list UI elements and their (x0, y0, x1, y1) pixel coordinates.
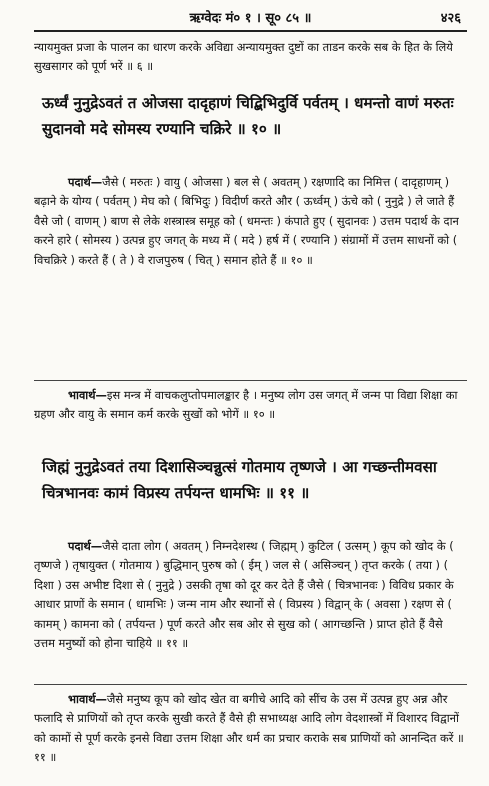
verse-11: जिह्मं नुनुद्रेऽवतं तया दिशासिञ्चन्नुत्सं गोतमाय तृष्णजे । आ गच्छन्तीमवसा चित्रभानवः कामं विप्रस्य तर्पयन्त धामभिः ॥ ११ ॥ (42, 458, 437, 502)
bhavartha-10-text: इस मन्त्र में वाचकलुप्तोपमालङ्कार है । मनुष्य लोग उस जगत् में जन्म पा विद्या शिक्षा का ग्रहण और वायु के समान कर्म करके सुखों को भोगें ॥ १० ॥ (34, 388, 458, 422)
running-header (34, 6, 467, 28)
padartha-11-lead: पदार्थ— (68, 539, 103, 553)
padartha-11-text: जैसे दाता लोग ( अवतम् ) निम्नदेशस्थ ( जिह्मम् ) कुटिल ( उत्सम् ) कूप को खोद के ( तृष्णजे ) तृषायुक्त ( गोतमाय ) बुद्धिमान् पुरुष को ( ईम् ) जल से ( असिञ्चन् ) तृप्त करके ( तया ) ( दिशा ) उस अभीष्ट दिशा से ( नुनुद्रे ) उसकी तृषा को दूर कर देते हैं जैसे ( चित्रभानवः ) विविध प्रकार के आधार प्राणों के समान ( धामभिः ) जन्म नाम और स्थानों से ( विप्रस्य ) विद्वान् के ( अवसा ) रक्षण से ( कामम् ) कामना को ( तर्पयन्त ) पूर्ण करते और सब ओर से सुख को ( आगच्छन्ति ) प्राप्त होते हैं वैसे उत्तम मनुष्यों को होना चाहिये ॥ ११ ॥ (34, 539, 454, 651)
section-divider-2 (34, 684, 467, 685)
verse-10: ऊर्ध्वं नुनुद्रेऽवतं त ओजसा दादृहाणं चिद्बिभिदुर्वि पर्वतम् । धमन्तो वाणं मरुतः सुदानवो मदे सोमस्य रण्यानि चक्रिरे ॥ १० ॥ (42, 94, 454, 138)
header-title: ऋग्वेदः मं० १ । सू० ८५ ॥ (189, 11, 312, 26)
bhavartha-11-text: जैसे मनुष्य कूप को खोद खेत वा बगीचे आदि को सींच के उस में उत्पन्न हुए अन्न और फलादि से प्राणियों को तृप्त करके सुखी करते हैं वैसे ही सभाध्यक्ष आदि लोग वेदशास्त्रों में विशारद विद्वानों को कामों से पूर्ण करके इनसे विद्या उत्तम शिक्षा और धर्म का प्रचार कराके सब प्राणियों को आनन्दित करें ॥ ११ ॥ (34, 692, 464, 765)
header-rule (34, 30, 467, 32)
bhavartha-11-lead: भावार्थ— (68, 692, 107, 706)
bhavartha-11-paragraph (34, 690, 467, 768)
padartha-10-text: जैसे ( मरुतः ) वायु ( ओजसा ) बल से ( अवतम् ) रक्षणादि का निमित्त ( दादृहाणम् ) बढ़ाने के योग्य ( पर्वतम् ) मेघ को ( बिभिदुः ) विदीर्ण करते और ( ऊर्ध्वम् ) ऊंचे को ( नुनुद्रे ) ले जाते हैं वैसे जो ( वाणम् ) बाण से लेके शस्त्रास्त्र समूह को ( धमन्तः ) कंपाते हुए ( सुदानवः ) उत्तम पदार्थ के दान करने हारे ( सोमस्य ) उत्पन्न हुए जगत् के मध्य में ( मदे ) हर्ष में ( रण्यानि ) संग्रामों में उत्तम साधनों को ( विचक्रिरे ) करते हैं ( ते ) वे राजपुरुष ( चित् ) समान होते हैं ॥ १० ॥ (34, 175, 459, 267)
padartha-11-paragraph (34, 537, 467, 653)
section-divider (34, 380, 467, 381)
bhavartha-10-lead: भावार्थ— (68, 388, 107, 402)
intro-paragraph: न्यायमुक्त प्रजा के पालन का धारण करके अविद्या अन्यायमुक्त दुष्टों का ताडन करके सब के हित के लिये सुखसागर को पूर्ण भरें ॥ ६ ॥ (34, 40, 453, 74)
page-number: ४२६ (440, 11, 461, 26)
bhavartha-10-paragraph (34, 386, 467, 425)
padartha-10-paragraph (34, 173, 467, 270)
padartha-10-lead: पदार्थ— (68, 175, 103, 189)
